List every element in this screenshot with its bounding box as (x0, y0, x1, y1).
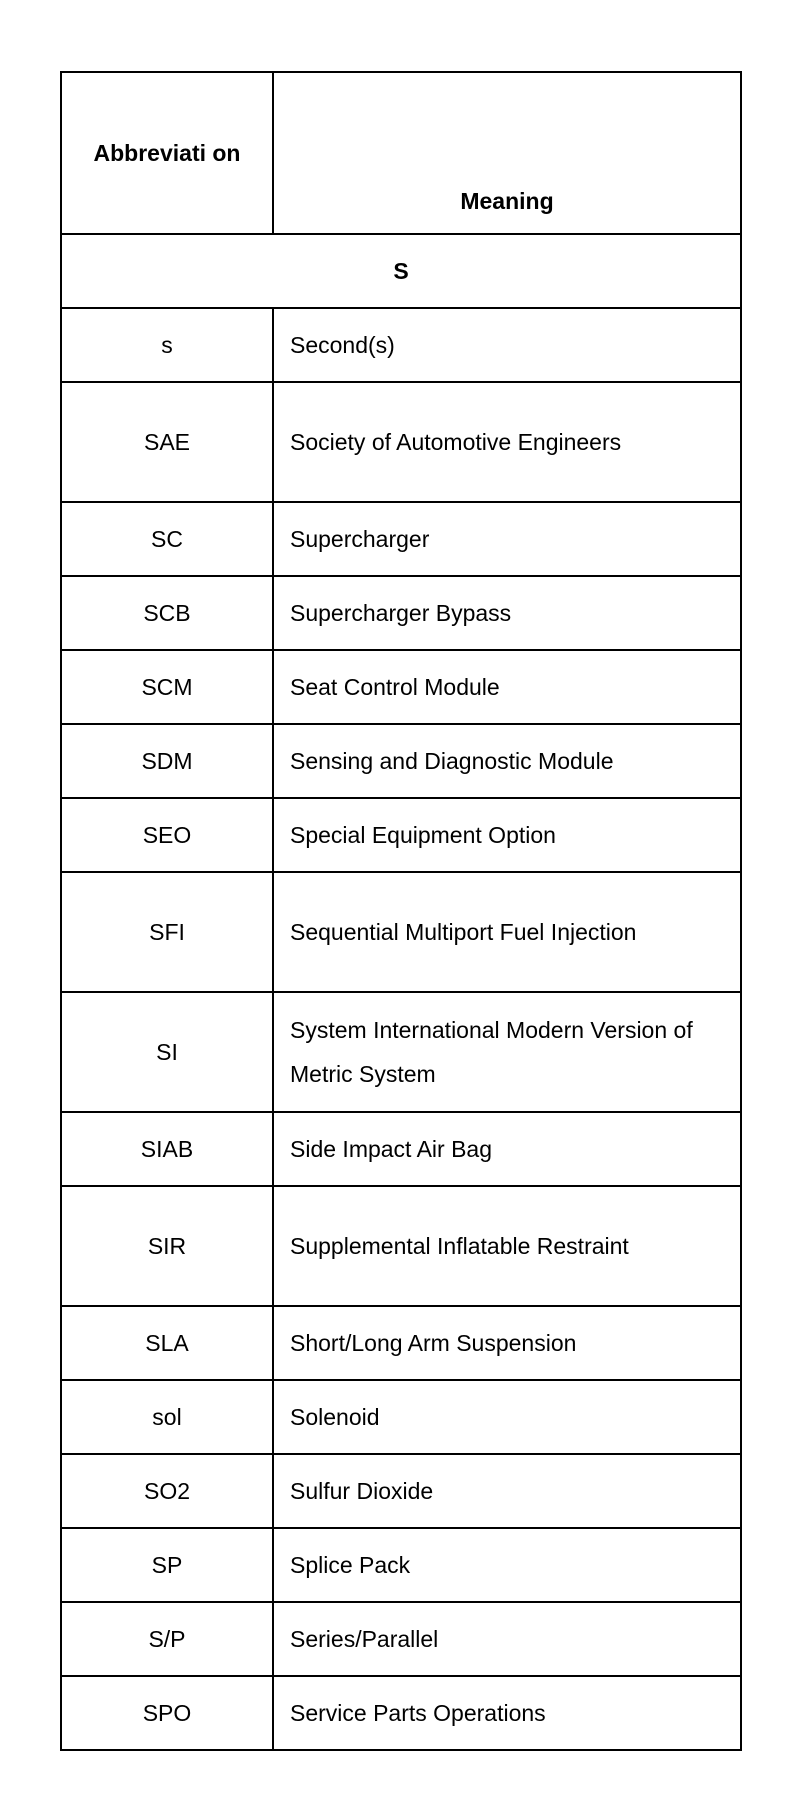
abbreviation-cell: SIAB (61, 1112, 273, 1186)
meaning-cell: Sensing and Diagnostic Module (273, 724, 741, 798)
abbreviation-cell: SIR (61, 1186, 273, 1306)
abbreviation-cell: SAE (61, 382, 273, 502)
table-row (61, 1454, 741, 1528)
meaning-cell: Service Parts Operations (273, 1676, 741, 1750)
table-row (61, 1380, 741, 1454)
abbreviation-cell: SP (61, 1528, 273, 1602)
meaning-cell: Sequential Multiport Fuel Injection (273, 872, 741, 992)
table-header-row (61, 72, 741, 234)
abbreviation-cell: sol (61, 1380, 273, 1454)
header-abbreviation: Abbreviati on (61, 72, 273, 234)
section-letter: S (61, 234, 741, 308)
meaning-cell: System International Modern Version of Metric System (273, 992, 741, 1112)
meaning-cell: Second(s) (273, 308, 741, 382)
meaning-cell: Solenoid (273, 1380, 741, 1454)
abbreviation-cell: s (61, 308, 273, 382)
header-meaning: Meaning (273, 72, 741, 234)
table-row (61, 1676, 741, 1750)
meaning-cell: Splice Pack (273, 1528, 741, 1602)
abbreviation-cell: SCM (61, 650, 273, 724)
meaning-cell: Short/Long Arm Suspension (273, 1306, 741, 1380)
meaning-cell: Supercharger (273, 502, 741, 576)
abbreviation-cell: SO2 (61, 1454, 273, 1528)
table-row (61, 650, 741, 724)
abbreviation-cell: S/P (61, 1602, 273, 1676)
meaning-cell: Special Equipment Option (273, 798, 741, 872)
table-row (61, 992, 741, 1112)
meaning-cell: Supplemental Inflatable Restraint (273, 1186, 741, 1306)
meaning-cell: Sulfur Dioxide (273, 1454, 741, 1528)
meaning-cell: Seat Control Module (273, 650, 741, 724)
table-row (61, 1306, 741, 1380)
table-row (61, 1112, 741, 1186)
table-row (61, 382, 741, 502)
table-row (61, 724, 741, 798)
meaning-cell: Supercharger Bypass (273, 576, 741, 650)
section-row (61, 234, 741, 308)
abbreviation-cell: SFI (61, 872, 273, 992)
abbreviation-cell: SPO (61, 1676, 273, 1750)
abbreviation-cell: SEO (61, 798, 273, 872)
table-row (61, 1602, 741, 1676)
abbreviation-cell: SLA (61, 1306, 273, 1380)
table-row (61, 1186, 741, 1306)
abbreviation-cell: SC (61, 502, 273, 576)
abbreviation-cell: SCB (61, 576, 273, 650)
table-row (61, 872, 741, 992)
meaning-cell: Society of Automotive Engineers (273, 382, 741, 502)
meaning-cell: Series/Parallel (273, 1602, 741, 1676)
table-row (61, 798, 741, 872)
table-row (61, 502, 741, 576)
table-row (61, 308, 741, 382)
abbreviation-table (60, 71, 742, 1751)
meaning-cell: Side Impact Air Bag (273, 1112, 741, 1186)
table-row (61, 576, 741, 650)
abbreviation-cell: SI (61, 992, 273, 1112)
table-row (61, 1528, 741, 1602)
abbreviation-cell: SDM (61, 724, 273, 798)
